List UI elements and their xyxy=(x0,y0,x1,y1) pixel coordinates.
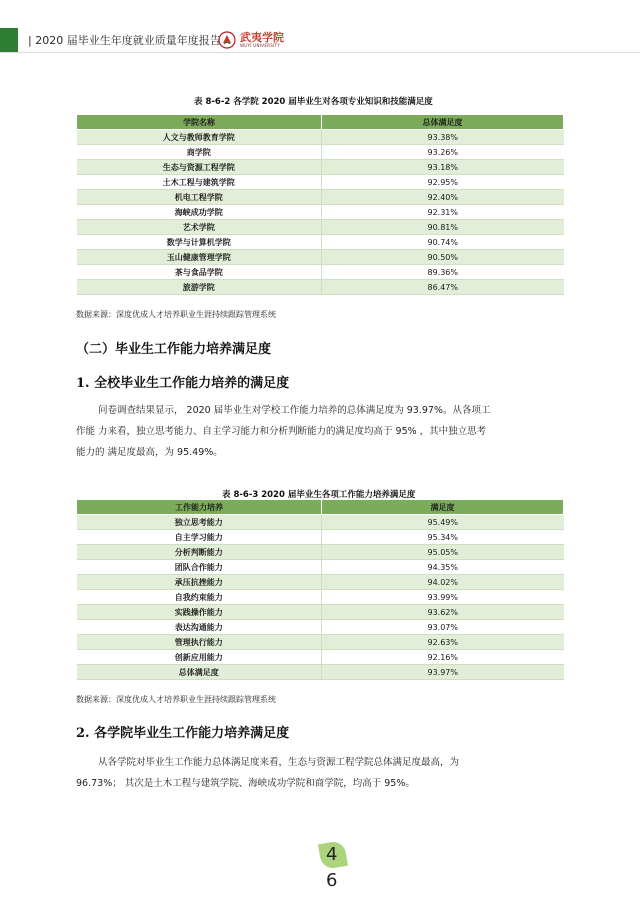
row-value-cell: 90.81% xyxy=(322,220,564,235)
table1-source-note: 数据来源：深度优成人才培养职业生涯持续跟踪管理系统 xyxy=(76,310,276,319)
paragraph-1-line-1: 问卷调查结果显示， 2020 届毕业生对学校工作能力培养的总体满足度为 93.97%。从各项工 xyxy=(98,405,491,416)
row-name-cell: 管理执行能力 xyxy=(77,635,322,650)
subsection-heading-2: 2. 各学院毕业生工作能力培养满足度 xyxy=(76,726,290,741)
table-row xyxy=(77,605,564,620)
table-row xyxy=(77,575,564,590)
row-name-cell: 艺术学院 xyxy=(77,220,322,235)
row-name-cell: 茶与食品学院 xyxy=(77,265,322,280)
column-header-ability: 工作能力培养 xyxy=(77,500,322,515)
table-row xyxy=(77,650,564,665)
table-header-row xyxy=(77,500,564,515)
table-row xyxy=(77,145,564,160)
row-name-cell: 表达沟通能力 xyxy=(77,620,322,635)
row-value-cell: 92.40% xyxy=(322,190,564,205)
table-row xyxy=(77,620,564,635)
header-accent-bar xyxy=(0,28,18,52)
university-emblem-icon xyxy=(218,31,236,49)
table-row xyxy=(77,250,564,265)
paragraph-1-line-2: 作能 力来看，独立思考能力、自主学习能力和分析判断能力的满足度均高于 95% ，其中独立思考 xyxy=(76,426,487,437)
table-row xyxy=(77,190,564,205)
table-row xyxy=(77,160,564,175)
table1-caption: 表 8-6-2 各学院 2020 届毕业生对各项专业知识和技能满足度 xyxy=(194,97,433,107)
table-row xyxy=(77,530,564,545)
row-value-cell: 94.02% xyxy=(322,575,564,590)
row-value-cell: 93.62% xyxy=(322,605,564,620)
row-name-cell: 自主学习能力 xyxy=(77,530,322,545)
page-number xyxy=(300,838,360,898)
row-name-cell: 人文与教师教育学院 xyxy=(77,130,322,145)
row-name-cell: 总体满足度 xyxy=(77,665,322,680)
row-value-cell: 93.18% xyxy=(322,160,564,175)
row-value-cell: 93.99% xyxy=(322,590,564,605)
table-row xyxy=(77,560,564,575)
table-row xyxy=(77,175,564,190)
row-value-cell: 95.05% xyxy=(322,545,564,560)
row-name-cell: 机电工程学院 xyxy=(77,190,322,205)
row-name-cell: 生态与资源工程学院 xyxy=(77,160,322,175)
paragraph-2 xyxy=(76,752,568,794)
row-value-cell: 95.49% xyxy=(322,515,564,530)
row-value-cell: 92.16% xyxy=(322,650,564,665)
row-value-cell: 95.34% xyxy=(322,530,564,545)
row-value-cell: 93.38% xyxy=(322,130,564,145)
row-value-cell: 89.36% xyxy=(322,265,564,280)
table-row xyxy=(77,220,564,235)
page-number-top: 4 xyxy=(326,844,338,865)
section-heading: （二）毕业生工作能力培养满足度 xyxy=(76,342,272,357)
table2-caption: 表 8-6-3 2020 届毕业生各项工作能力培养满足度 xyxy=(222,490,416,500)
row-name-cell: 创新应用能力 xyxy=(77,650,322,665)
row-name-cell: 旅游学院 xyxy=(77,280,322,295)
row-value-cell: 93.97% xyxy=(322,665,564,680)
row-value-cell: 92.63% xyxy=(322,635,564,650)
table-row xyxy=(77,280,564,295)
column-header-college: 学院名称 xyxy=(77,115,322,130)
row-value-cell: 92.31% xyxy=(322,205,564,220)
row-value-cell: 90.50% xyxy=(322,250,564,265)
subsection-heading-1: 1. 全校毕业生工作能力培养的满足度 xyxy=(76,376,290,391)
row-name-cell: 数学与计算机学院 xyxy=(77,235,322,250)
report-title: | 2020 届毕业生年度就业质量年度报告 xyxy=(28,34,221,47)
work-ability-satisfaction-table xyxy=(76,499,564,680)
row-value-cell: 94.35% xyxy=(322,560,564,575)
table-row xyxy=(77,130,564,145)
table2-source-note: 数据来源：深度优成人才培养职业生涯持续跟踪管理系统 xyxy=(76,695,276,704)
row-value-cell: 90.74% xyxy=(322,235,564,250)
table-row xyxy=(77,515,564,530)
row-value-cell: 93.07% xyxy=(322,620,564,635)
table-row xyxy=(77,665,564,680)
table-row xyxy=(77,265,564,280)
paragraph-1-line-3: 能力的 满足度最高，为 95.49%。 xyxy=(76,447,223,458)
table-row xyxy=(77,635,564,650)
table-row xyxy=(77,235,564,250)
row-name-cell: 独立思考能力 xyxy=(77,515,322,530)
row-name-cell: 商学院 xyxy=(77,145,322,160)
paragraph-2-line-2: 96.73%； 其次是土木工程与建筑学院、海峡成功学院和商学院，均高于 95%。 xyxy=(76,778,415,789)
row-name-cell: 玉山健康管理学院 xyxy=(77,250,322,265)
table-row xyxy=(77,590,564,605)
logo-chinese-text: 武夷学院 xyxy=(240,31,284,44)
row-name-cell: 海峡成功学院 xyxy=(77,205,322,220)
column-header-satisfaction: 总体满足度 xyxy=(322,115,564,130)
row-value-cell: 93.26% xyxy=(322,145,564,160)
logo-english-text: WUYI UNIVERSITY xyxy=(240,43,281,48)
row-name-cell: 团队合作能力 xyxy=(77,560,322,575)
row-value-cell: 92.95% xyxy=(322,175,564,190)
row-name-cell: 承压抗挫能力 xyxy=(77,575,322,590)
row-name-cell: 土木工程与建筑学院 xyxy=(77,175,322,190)
column-header-satisfaction: 满足度 xyxy=(322,500,564,515)
table-row xyxy=(77,545,564,560)
page-header xyxy=(0,28,640,53)
row-value-cell: 86.47% xyxy=(322,280,564,295)
table-row xyxy=(77,205,564,220)
college-satisfaction-table xyxy=(76,114,564,295)
row-name-cell: 分析判断能力 xyxy=(77,545,322,560)
page-number-bottom: 6 xyxy=(326,870,338,891)
paragraph-1 xyxy=(76,400,568,463)
table-header-row xyxy=(77,115,564,130)
row-name-cell: 自我约束能力 xyxy=(77,590,322,605)
university-logo xyxy=(218,29,284,51)
paragraph-2-line-1: 从各学院对毕业生工作能力总体满足度来看，生态与资源工程学院总体满足度最高，为 xyxy=(98,757,460,768)
row-name-cell: 实践操作能力 xyxy=(77,605,322,620)
